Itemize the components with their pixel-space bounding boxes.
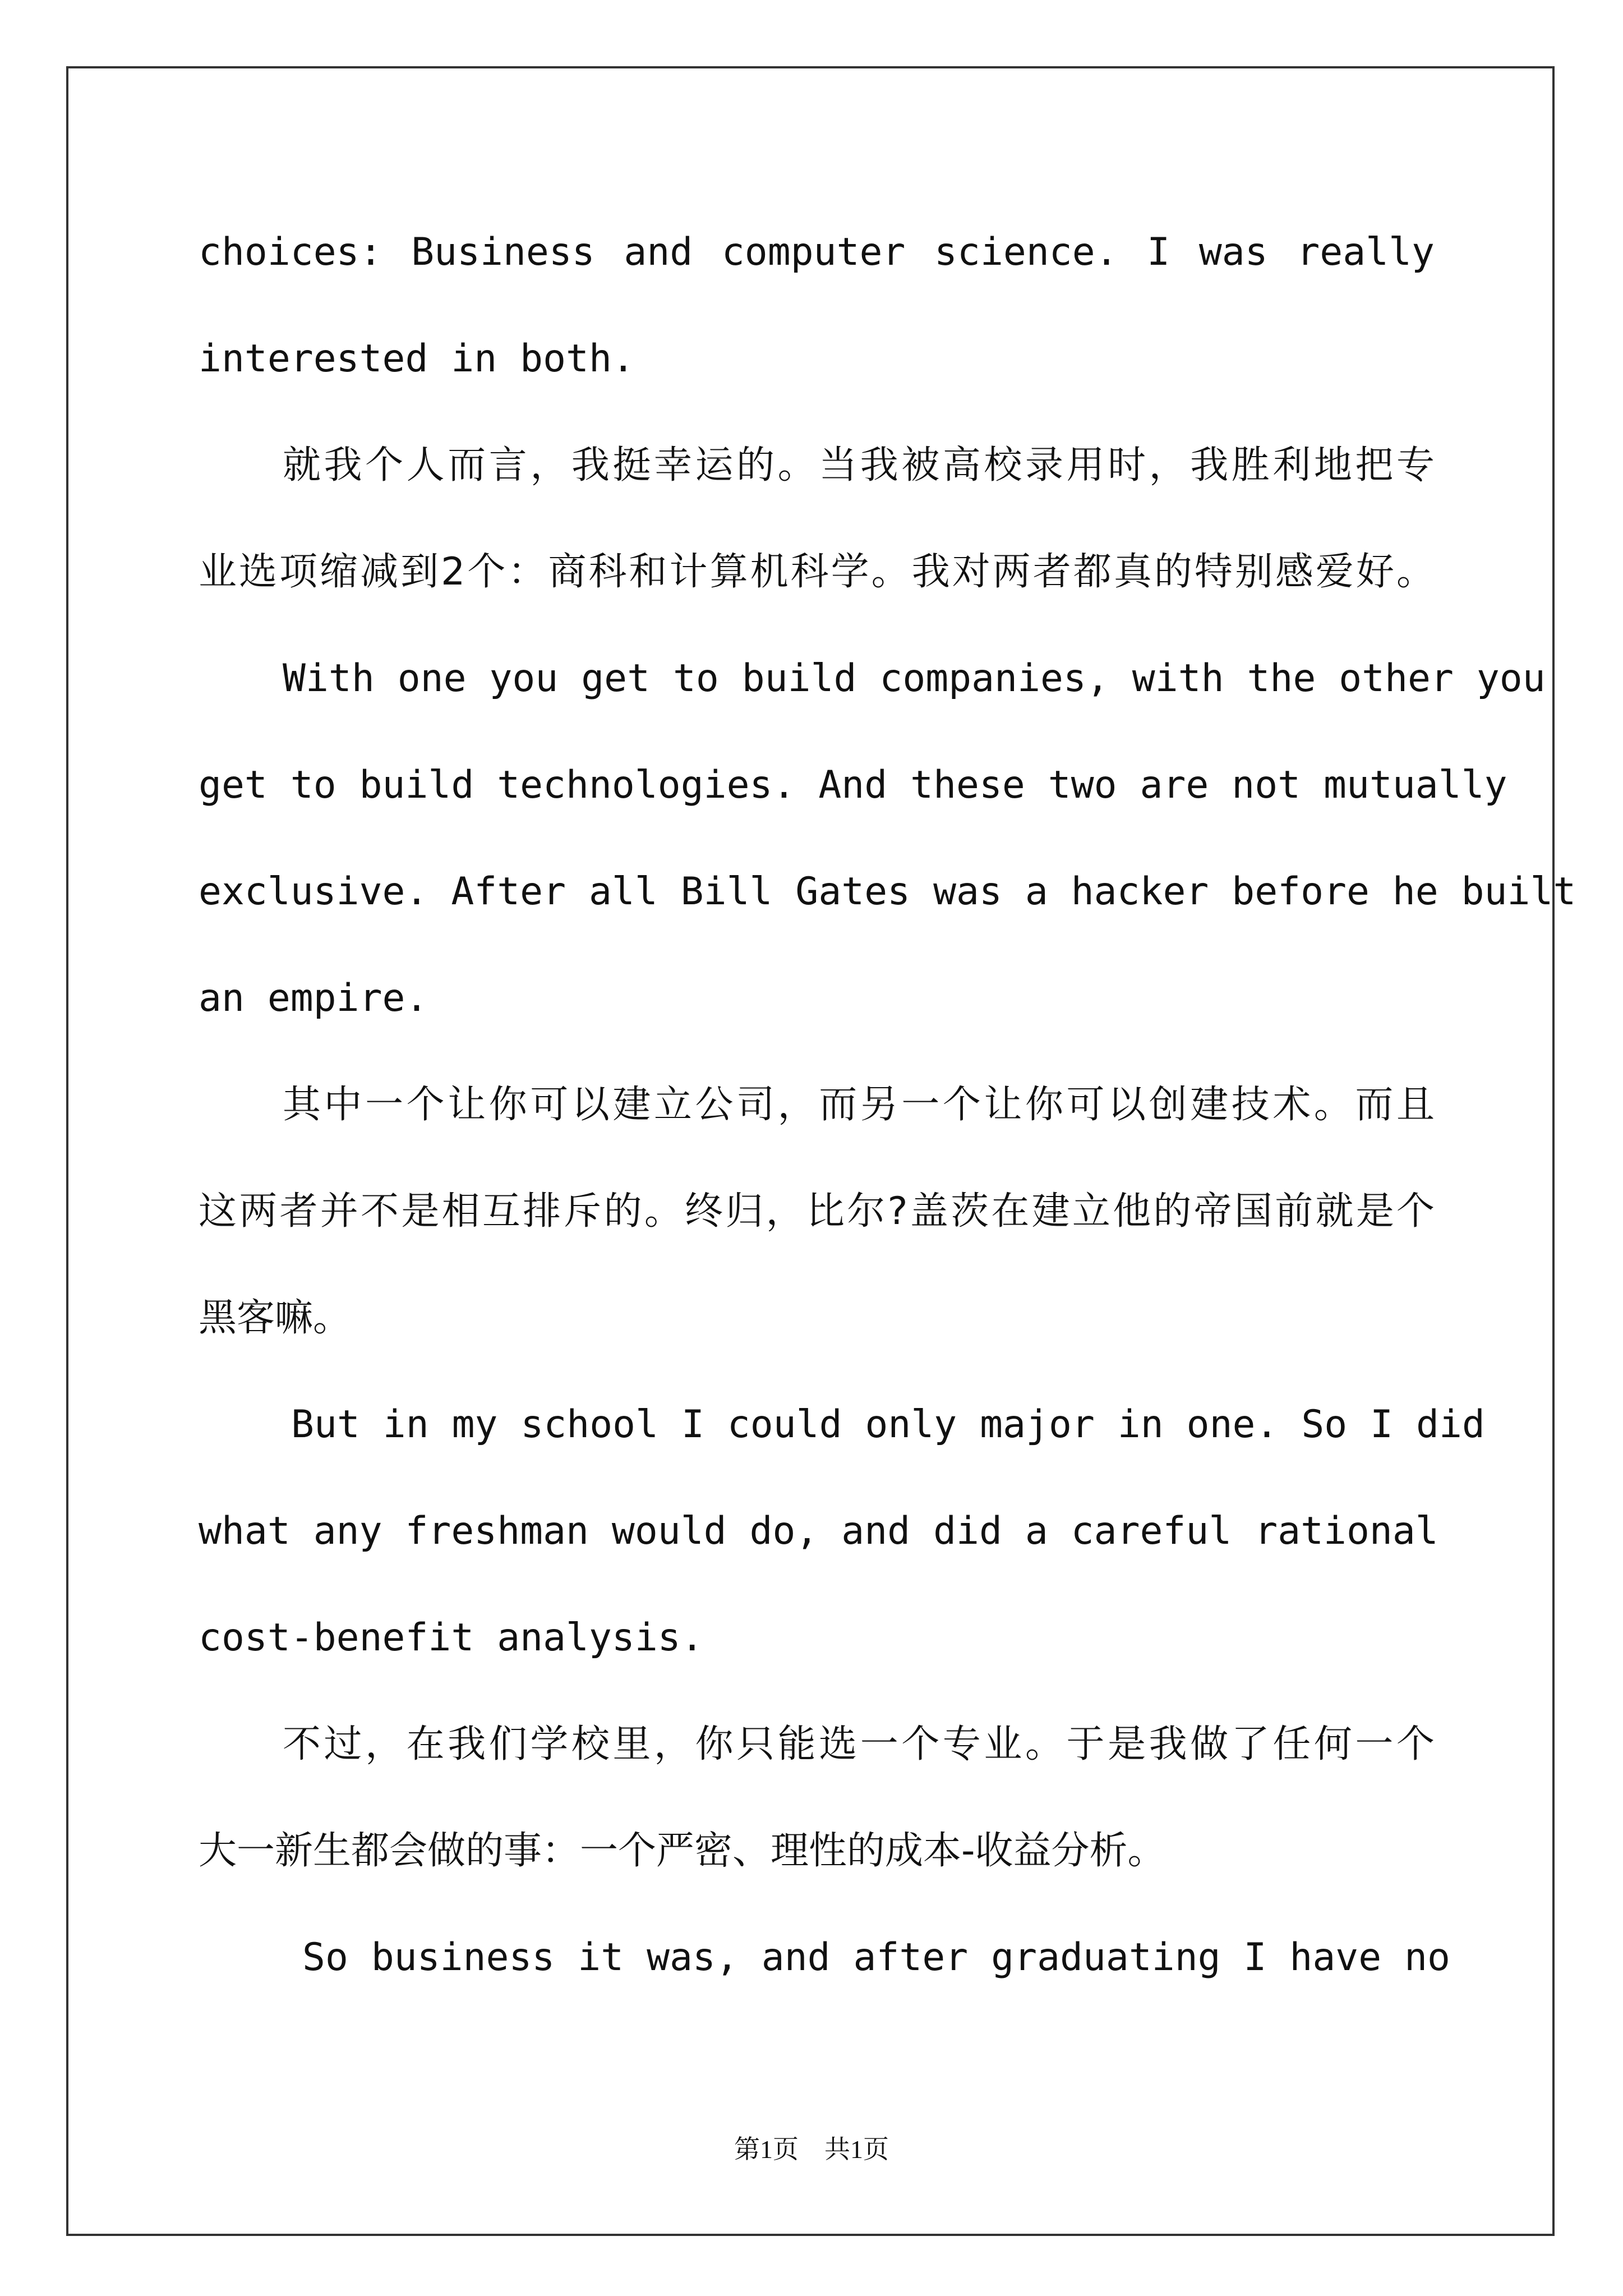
text-line: With one you get to build companies, with the other you (283, 656, 1546, 701)
text-line: an empire. (199, 976, 428, 1020)
page-number: 第1页 共1页 (734, 2135, 889, 2164)
text-line: 就我个人而言，我挺幸运的。当我被高校录用时，我胜利地把专 (283, 443, 1435, 487)
text-line: 黑客嘛。 (199, 1296, 352, 1340)
text-line: 业选项缩减到2个：商科和计算机科学。我对两者都真的特别感爱好。 (199, 550, 1435, 594)
text-line: 这两者并不是相互排斥的。终归，比尔?盖茨在建立他的帝国前就是个 (199, 1189, 1435, 1234)
text-line: But in my school I could only major in one. So I did (291, 1402, 1485, 1447)
text-line: get to build technologies. And these two are not mutually (199, 763, 1507, 807)
text-line: 其中一个让你可以建立公司，而另一个让你可以创建技术。而且 (283, 1083, 1435, 1127)
text-line: 大一新生都会做的事：一个严密、理性的成本-收益分析。 (199, 1829, 1166, 1873)
page-border (66, 66, 1576, 2236)
text-line: what any freshman would do, and did a careful rational (199, 1509, 1438, 1553)
text-line: choices: Business and computer science. I was really (199, 230, 1435, 274)
text-line: cost-benefit analysis. (199, 1616, 704, 1660)
text-line: So business it was, and after graduating I have no (302, 1935, 1450, 1980)
text-line: 不过，在我们学校里，你只能选一个专业。于是我做了任何一个 (283, 1722, 1435, 1766)
text-line: interested in both. (199, 337, 635, 381)
text-line: exclusive. After all Bill Gates was a hacker before he built (199, 869, 1576, 914)
